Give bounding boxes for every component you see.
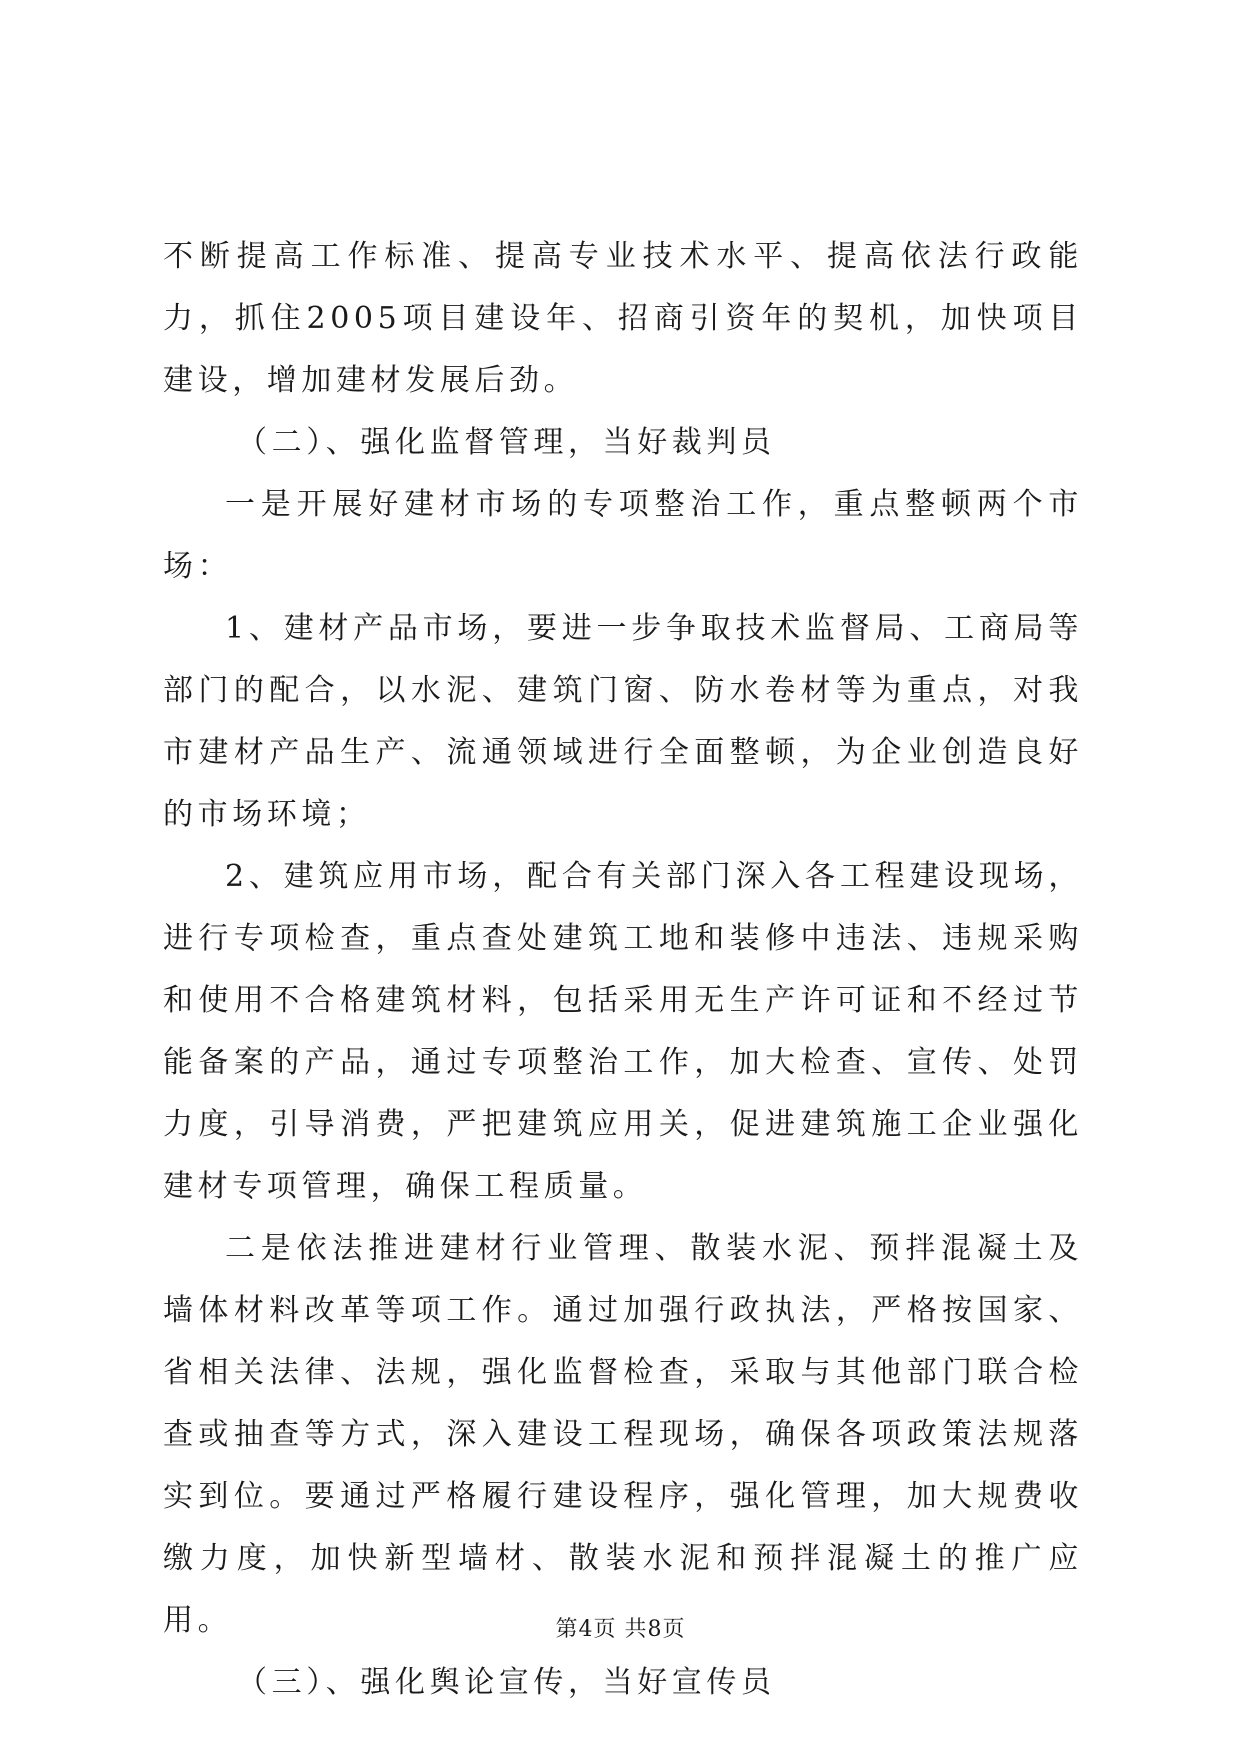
paragraph-market-1: 1、建材产品市场，要进一步争取技术监督局、工商局等部门的配合，以水泥、建筑门窗、防水卷材等为重点，对我市建材产品生产、流通领域进行全面整顿，为企业创造良好的市场环境；	[163, 611, 1083, 832]
page-footer: 第4页 共8页	[555, 1617, 686, 1642]
paragraph-item-one: 一是开展好建材市场的专项整治工作，重点整顿两个市场：	[163, 487, 1083, 584]
paragraph-continuation: 不断提高工作标准、提高专业技术水平、提高依法行政能力，抓住2005项目建设年、招商引资年的契机，加快项目建设，增加建材发展后劲。	[163, 239, 1083, 398]
paragraph-item-two: 二是依法推进建材行业管理、散装水泥、预拌混凝土及墙体材料改革等项工作。通过加强行政执法，严格按国家、省相关法律、法规，强化监督检查，采取与其他部门联合检查或抽查等方式，深入建设工程现场，确保各项政策法规落实到位。要通过严格履行建设程序，强化管理，加大规费收缴力度，加快新型墙材、散装水泥和预拌混凝土的推广应用。	[163, 1231, 1083, 1638]
section-heading-2: （二）、强化监督管理，当好裁判员	[237, 425, 776, 460]
paragraph-market-2: 2、建筑应用市场，配合有关部门深入各工程建设现场，进行专项检查，重点查处建筑工地和装修中违法、违规采购和使用不合格建筑材料，包括采用无生产许可证和不经过节能备案的产品，通过专项整治工作，加大检查、宣传、处罚力度，引导消费，严把建筑应用关，促进建筑施工企业强化建材专项管理，确保工程质量。	[163, 859, 1083, 1204]
document-body	[163, 226, 1083, 1714]
section-heading-3: （三）、强化舆论宣传，当好宣传员	[237, 1665, 776, 1700]
